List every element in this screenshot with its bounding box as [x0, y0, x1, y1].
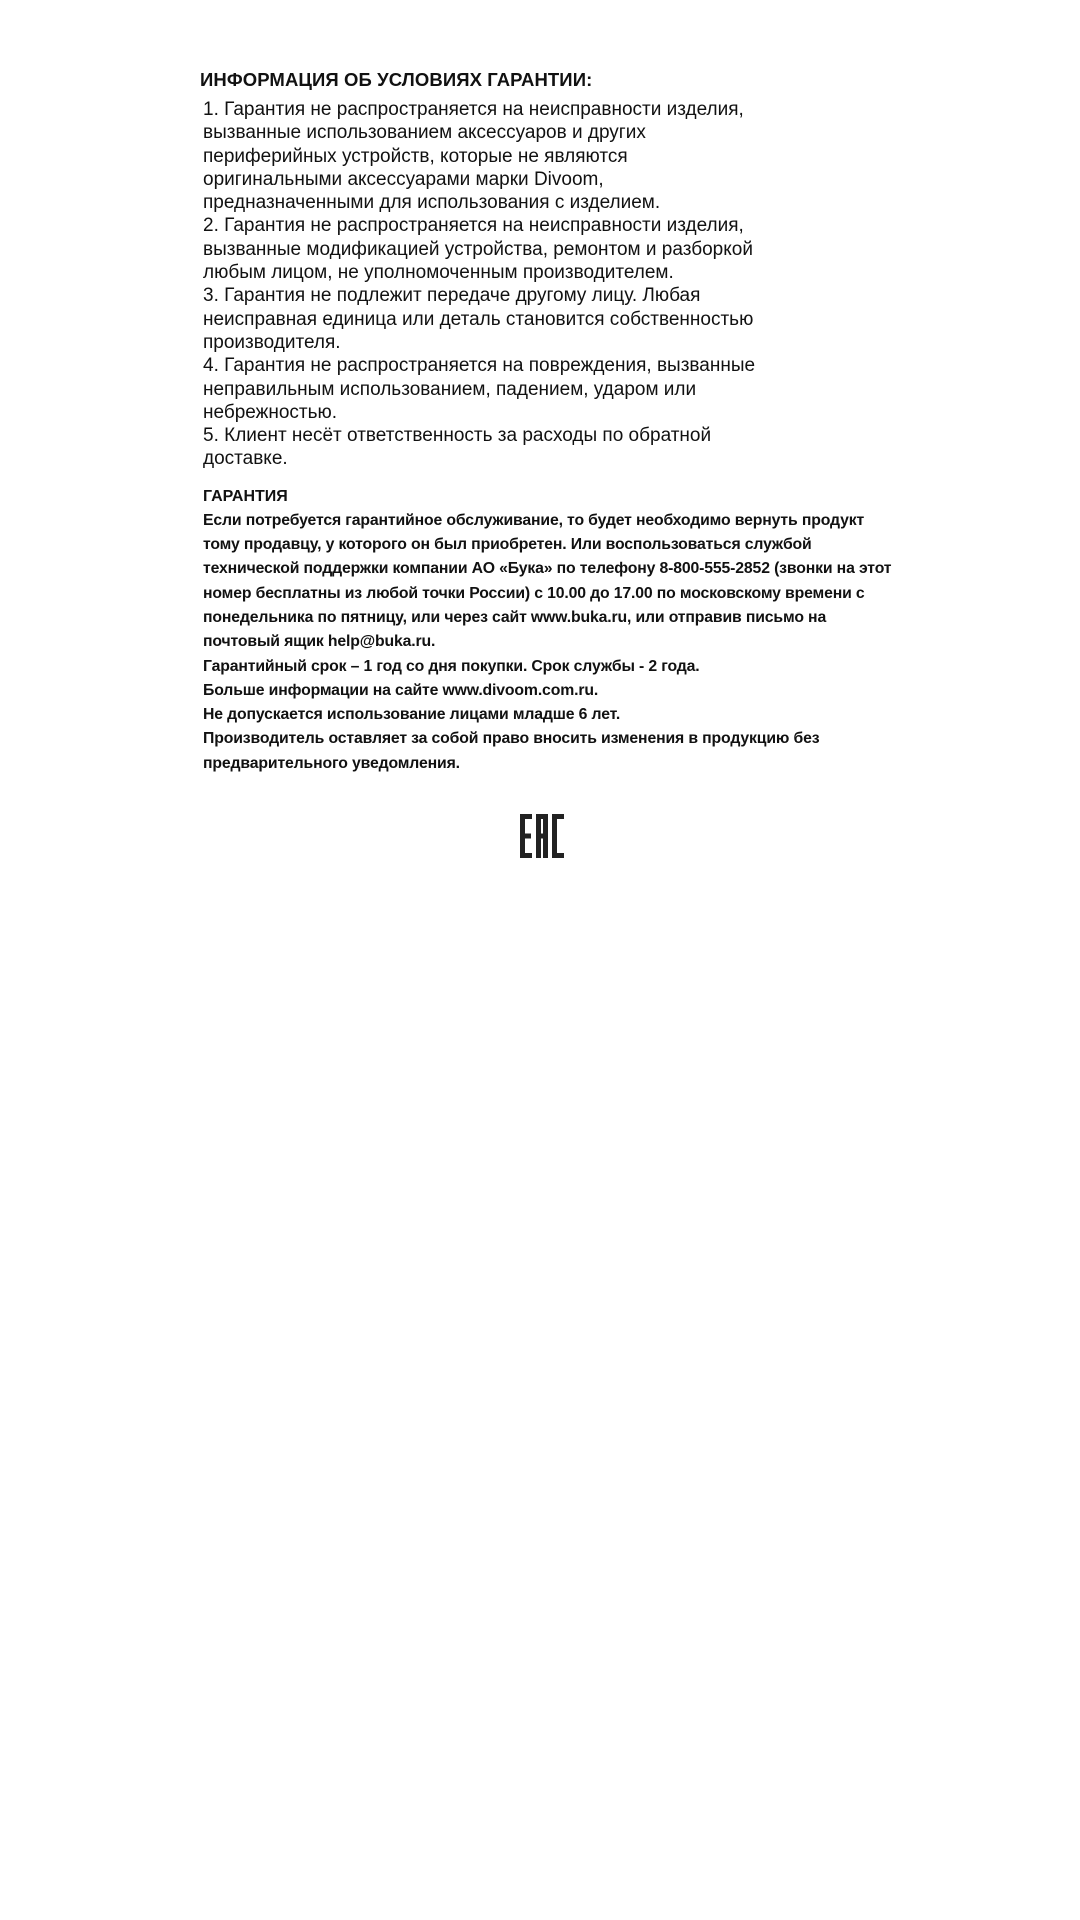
warranty-term: 5. Клиент несёт ответственность за расходы по обратной доставке.	[203, 425, 712, 470]
warranty-term: 3. Гарантия не подлежит передаче другому лицу. Любая неисправная единица или деталь становится собственностью производителя.	[203, 285, 754, 353]
warranty-terms-list	[200, 98, 763, 471]
warranty-document	[200, 68, 900, 776]
warranty-service-paragraph: Если потребуется гарантийное обслуживание, то будет необходимо вернуть продукт тому продавцу, у которого он был приобретен. Или воспользоваться службой технической поддержки компании АО «Бука» по телефону 8-800-555-2852 (звонки на этот номер бесплатны из любой точки России) с 10.00 до 17.00 по московскому времени с понедельника по пятницу, или через сайт www.buka.ru, или отправив письмо на почтовый ящик help@buka.ru.	[203, 511, 892, 651]
age-restriction-paragraph: Не допускается использование лицами младше 6 лет.	[203, 706, 621, 724]
warranty-term: 1. Гарантия не распространяется на неисправности изделия, вызванные использованием аксессуаров и других периферийных устройств, которые не являются оригинальными аксессуарами марки Divoom, предназначенными для использования с изделием.	[203, 99, 744, 214]
eac-icon	[518, 812, 566, 860]
warranty-terms-heading: ИНФОРМАЦИЯ ОБ УСЛОВИЯХ ГАРАНТИИ:	[200, 69, 593, 90]
warranty-term: 4. Гарантия не распространяется на повреждения, вызванные неправильным использованием, падением, ударом или небрежностью.	[203, 355, 756, 423]
changes-notice-paragraph: Производитель оставляет за собой право вносить изменения в продукцию без предварительного уведомления.	[203, 730, 820, 772]
warranty-term: 2. Гарантия не распространяется на неисправности изделия, вызванные модификацией устройства, ремонтом и разборкой любым лицом, не уполномоченным производителем.	[203, 215, 753, 284]
warranty-period-paragraph: Гарантийный срок – 1 год со дня покупки. Срок службы - 2 года.	[203, 657, 700, 675]
more-info-paragraph: Больше информации на сайте www.divoom.com.ru.	[203, 681, 599, 699]
warranty-section	[200, 485, 903, 776]
warranty-heading: ГАРАНТИЯ	[203, 487, 288, 505]
